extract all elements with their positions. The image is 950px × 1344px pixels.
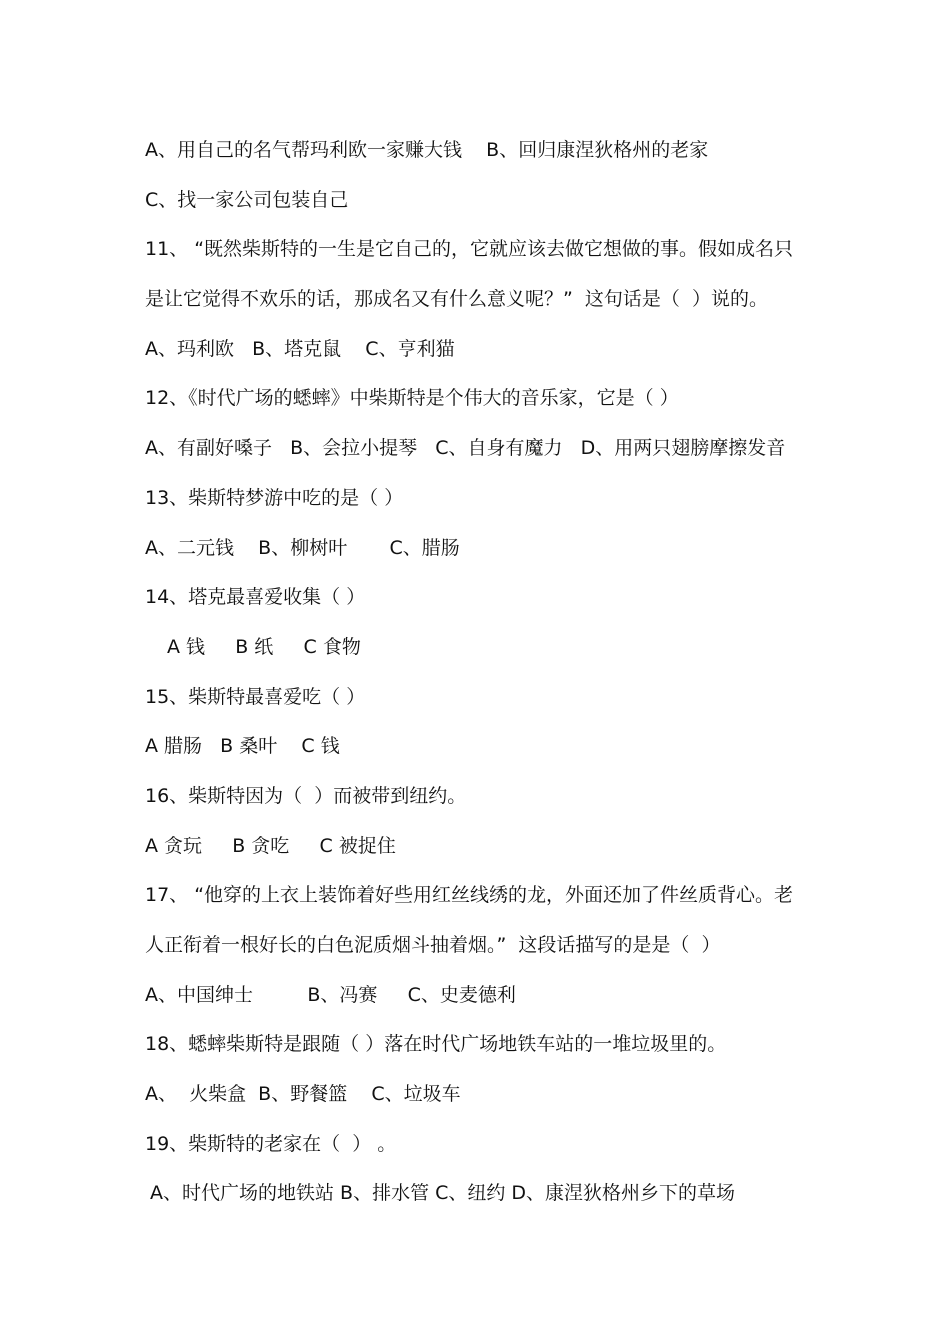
text-line: 19、柴斯特的老家在（ ） 。 bbox=[145, 1132, 397, 1155]
text-line: C、找一家公司包装自己 bbox=[145, 188, 349, 211]
text-line: 18、蟋蟀柴斯特是跟随（ ）落在时代广场地铁车站的一堆垃圾里的。 bbox=[145, 1033, 727, 1056]
text-line: A 钱 B 纸 C 食物 bbox=[167, 635, 361, 658]
text-line: A、有副好嗓子 B、会拉小提琴 C、自身有魔力 D、用两只翅膀摩擦发音 bbox=[145, 437, 786, 460]
text-line: A、中国绅士 B、冯赛 C、史麦德利 bbox=[145, 983, 516, 1006]
text-line: 15、柴斯特最喜爱吃（ ） bbox=[145, 685, 366, 708]
question-list bbox=[145, 132, 815, 1225]
text-line: 是让它觉得不欢乐的话，那成名又有什么意义呢？” 这句话是（ ）说的。 bbox=[145, 288, 769, 311]
text-line: 人正衔着一根好长的白色泥质烟斗抽着烟。” 这段话描写的是是（ ） bbox=[145, 934, 721, 956]
text-line: A 贪玩 B 贪吃 C 被捉住 bbox=[145, 834, 396, 857]
text-line: 11、 “既然柴斯特的一生是它自己的，它就应该去做它想做的事。假如成名只 bbox=[145, 238, 794, 261]
text-line: 16、柴斯特因为（ ）而被带到纽约。 bbox=[145, 784, 467, 807]
text-line: A、 火柴盒 B、野餐篮 C、垃圾车 bbox=[145, 1083, 461, 1106]
text-line: A、玛利欧 B、塔克鼠 C、亨利猫 bbox=[145, 337, 455, 360]
text-line: A、时代广场的地铁站 B、排水管 C、纽约 D、康涅狄格州乡下的草场 bbox=[150, 1182, 736, 1205]
text-line: 12、《时代广场的蟋蟀》中柴斯特是个伟大的音乐家，它是（ ） bbox=[145, 387, 679, 410]
text-line: 17、 “他穿的上衣上装饰着好些用红丝线绣的龙，外面还加了件丝质背心。老 bbox=[145, 884, 794, 907]
text-line: A、二元钱 B、柳树叶 C、腊肠 bbox=[145, 536, 460, 559]
text-line: A 腊肠 B 桑叶 C 钱 bbox=[145, 735, 340, 758]
text-line: A、用自己的名气帮玛利欧一家赚大钱 B、回归康涅狄格州的老家 bbox=[145, 139, 709, 161]
text-line: 14、塔克最喜爱收集（ ） bbox=[145, 586, 366, 609]
text-line: 13、柴斯特梦游中吃的是（ ） bbox=[145, 486, 404, 509]
